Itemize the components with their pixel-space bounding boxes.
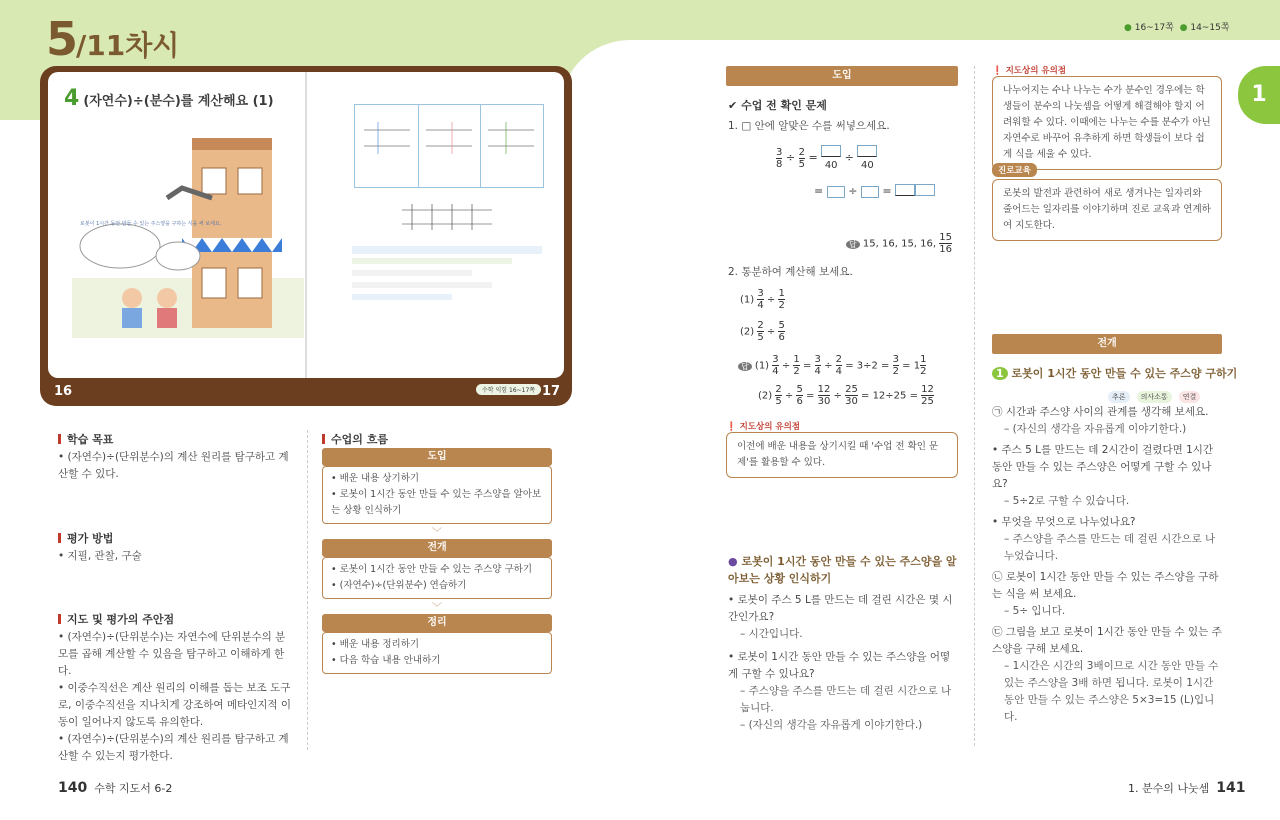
q2-answer-2: (2) $\frac{2}{5}$ ÷ $\frac{5}{6}$ = $\frac{12}{30}$ ÷ $\frac{25}{30}$ = 12÷25 = $\frac{12}{25}$: [758, 384, 934, 407]
textbook-question: 로봇이 1시간 동안 만들 수 있는 주스양을 구하는 식을 써 보세요.: [80, 221, 222, 227]
chevron-down-icon: ﹀: [432, 528, 442, 539]
flow-dev-head: 전개: [322, 539, 552, 557]
goal-text: • (자연수)÷(단위분수)의 계산 원리를 탐구하고 계산할 수 있다.: [58, 451, 289, 480]
double-number-lines: [356, 110, 542, 170]
cafe-illustration: [72, 128, 304, 338]
eval-heading: 평가 방법: [58, 530, 113, 546]
career-box: 진로교육 로봇의 발전과 관련하여 새로 생겨나는 일자리와 줄어드는 일자리를 이야기하며 진로 교육과 연계하여 지도한다.: [992, 158, 1222, 241]
workbook-ref: 수학 익힘 16~17쪽: [476, 384, 541, 395]
flow-dev-box: • 로봇이 1시간 동안 만들 수 있는 주스양 구하기 • (자연수)÷(단위분수) 연습하기: [322, 557, 552, 599]
textbook-title: 4 (자연수)÷(분수)를 계산해요 (1): [64, 86, 274, 111]
q1-equation: $\frac{3}{8}$ ÷ $\frac{2}{5}$ = 40 ÷ 40: [776, 145, 877, 171]
act1-list: ㉠ 시간과 주스양 사이의 관계를 생각해 보세요. – (자신의 생각을 자유롭게 이야기한다.) • 주스 5 L를 만드는 데 2시간이 걸렸다면 1시간 동안 만들 수 있는 주스양은 어떻게 구할 수 있나요? – 5÷2로 구할 수 있습니다. • 무엇을 무엇으로 나누었나요? – 주스양을 주스를 만드는 데 걸린 시간으로 나누었습니다. ㉡ 로봇이 1시간 동안 만들 수 있는 주스양을 구하는 식을 써 보세요. – 5÷ 입니다. ㉢ 그림을 보고 로봇이 1시간 동안 만들 수 있는 주스양을 구해 보세요. – 1시간은 시간의 3배이므로 시간 동안 만들 수 있는 주스양을 3배 하면 됩니다. 로봇이 1시간 동안 만들 수 있는 주스양은 5×3=15 (L)입니다.: [992, 406, 1222, 723]
q1-answer: 답 15, 16, 15, 16, $\frac{15}{16}$: [846, 232, 952, 255]
competency-tags: 추론 의사소통 연결: [1106, 384, 1200, 403]
q1: 1. □ 안에 알맞은 수를 써넣으세요.: [728, 120, 890, 132]
tip-box-2: ❗ 지도상의 유의점 나누어지는 수나 나누는 수가 분수인 경우에는 학생들이 분수의 나눗셈을 어떻게 해결해야 할지 어려워할 수 있다. 이때에는 나누는 수를 분수가 아닌 자연수로 바꾸어 유추하게 하면 학생들이 보다 쉽게 식을 세울 수 있다.: [992, 64, 1222, 170]
situation-heading: ● 로봇이 1시간 동안 만들 수 있는 주스양을 알아보는 상황 인식하기: [728, 555, 957, 585]
notes-list: • (자연수)÷(단위분수)는 자연수에 단위분수의 분모를 곱해 계산할 수 있음을 탐구하고 이해하게 한다. • 이중수직선은 계산 원리의 이해를 돕는 보조 도구로, 이중수직선을 지나치게 강조하여 메타인지적 이동이 일어나지 않도록 유의한다. • (자연수)÷(단위분수)의 계산 원리를 탐구하고 계산할 수 있는지 평가한다.: [58, 631, 292, 762]
flow-heading: 수업의 흐름: [322, 431, 388, 447]
textbook-right-text: [352, 246, 542, 326]
dev-band: 전개: [992, 334, 1222, 354]
number-line-figure: [392, 196, 502, 242]
notes-heading: 지도 및 평가의 주안점: [58, 611, 174, 627]
eval-text: • 지필, 관찰, 구술: [58, 550, 142, 562]
situation-list: • 로봇이 주스 5 L를 만드는 데 걸린 시간은 몇 시간인가요? – 시간입니다. • 로봇이 1시간 동안 만들 수 있는 주스양을 어떻게 구할 수 있나요? – 주스양을 주스를 만드는 데 걸린 시간으로 나눕니다. – (자신의 생각을 자유롭게 이야기한다.): [728, 594, 953, 731]
flow-intro-box: • 배운 내용 상기하기 • 로봇이 1시간 동안 만들 수 있는 주스양을 알아보는 상황 인식하기: [322, 466, 552, 524]
page-refs: ● 16~17쪽 ● 14~15쪽: [1124, 23, 1230, 33]
goal-heading: 학습 목표: [58, 431, 113, 447]
q2: 2. 통분하여 계산해 보세요.: [728, 266, 853, 278]
textbook-left-page-num: 16: [54, 384, 73, 399]
left-footer: 140 수학 지도서 6-2: [58, 780, 173, 796]
chevron-down-icon: ﹀: [432, 603, 442, 614]
lesson-number: 5/11차시: [46, 12, 180, 66]
tip-box-1: ❗ 지도상의 유의점 이전에 배운 내용을 상기시킬 때 '수업 전 확인 문제'를 활용할 수 있다.: [726, 420, 958, 478]
q2-answer-1: 답 (1) $\frac{3}{4}$ ÷ $\frac{1}{2}$ = $\frac{3}{4}$ ÷ $\frac{2}{4}$ = 3÷2 = $\frac{3}{2}$ = 1 $\frac{1}{2}$: [738, 354, 926, 377]
flow-wrap-box: • 배운 내용 정리하기 • 다음 학습 내용 안내하기: [322, 632, 552, 674]
check-heading: ✔ 수업 전 확인 문제: [728, 99, 827, 112]
q1-equation-2: = ÷ =: [814, 184, 935, 199]
right-footer: 1. 분수의 나눗셈 141: [1128, 780, 1246, 796]
intro-band: 도입: [726, 66, 958, 86]
chapter-tab: 1: [1238, 66, 1280, 124]
act1-heading: 1 로봇이 1시간 동안 만들 수 있는 주스양 구하기: [992, 365, 1237, 381]
q2-item-2: (2) $\frac{2}{5}$ ÷ $\frac{5}{6}$: [740, 320, 785, 343]
flow-intro-head: 도입: [322, 448, 552, 466]
q2-item-1: (1) $\frac{3}{4}$ ÷ $\frac{1}{2}$: [740, 288, 785, 311]
flow-wrap-head: 정리: [322, 614, 552, 632]
lesson-flow: [322, 448, 552, 674]
textbook-right-page-num: 17: [542, 384, 561, 399]
